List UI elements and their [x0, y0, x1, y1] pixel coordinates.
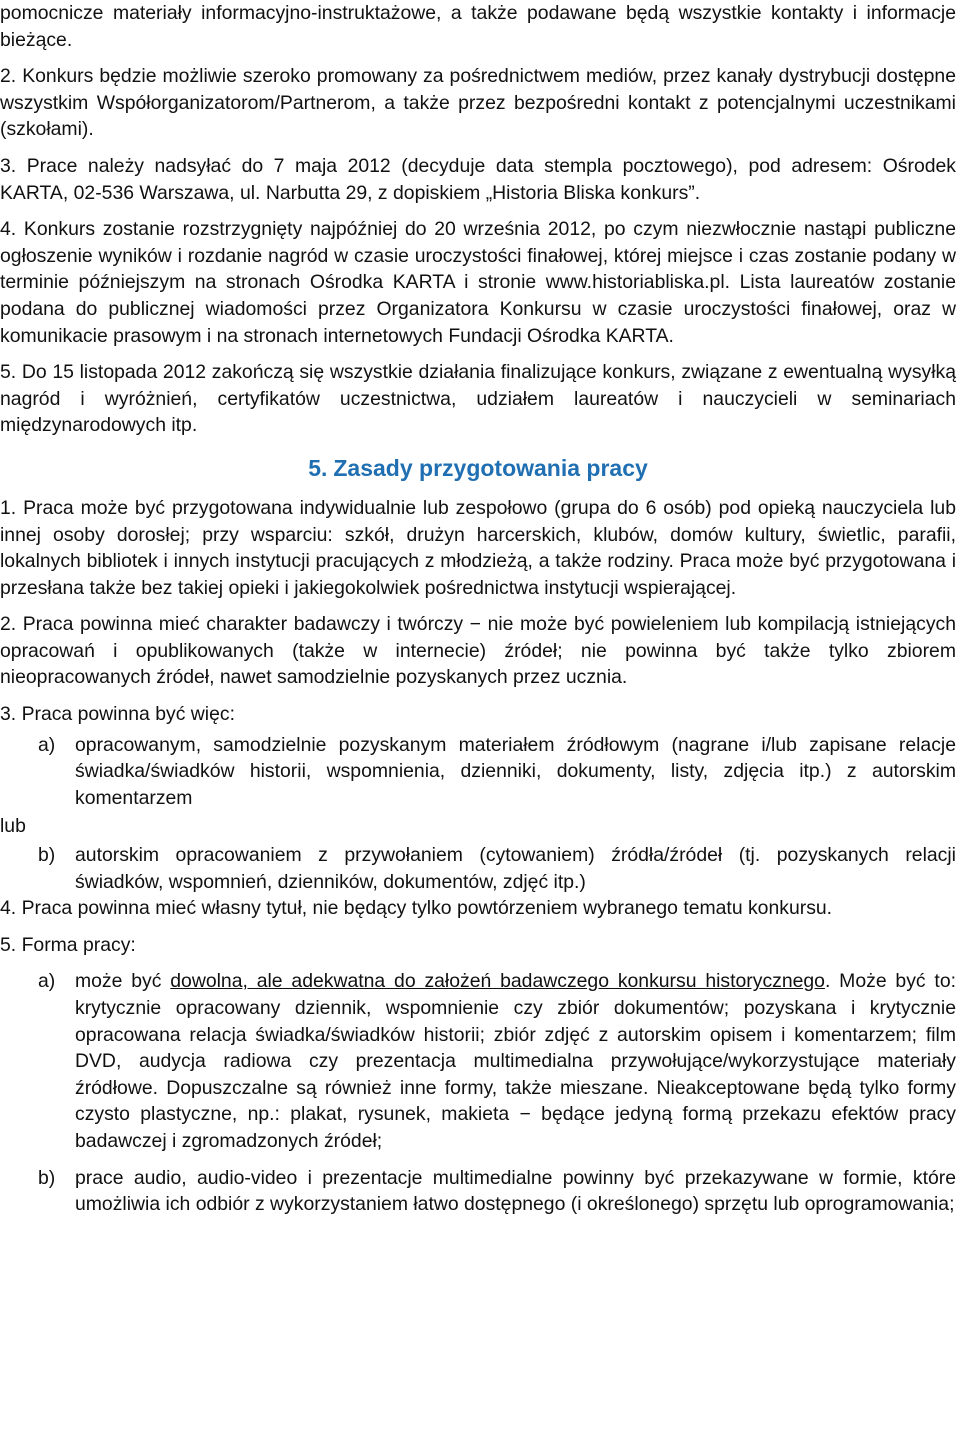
rule-5-item-a-rest: . Może być to: krytycznie opracowany dziennik, wspomnienie czy zbiór dokumentów; pozyskana i krytycznie opracowana relacja świadka/świadków historii; zbiór zdjęć z autorskim opisem i komentarzem; film DVD, audycja radiowa czy prezentacja multimedialna przywołujące/wykorzystujące materiały źródłowe. Dopuszczalne są również inne formy, także mieszane. Nieakceptowane będą tylko formy czysto plastyczne, np.: plakat, rysunek, makieta − będące jedyną formą przekazu efektów pracy badawczej i zgromadzonych źródeł; [75, 970, 956, 1152]
rule-2-text: Praca powinna mieć charakter badawczy i twórczy − nie może być powieleniem lub kompilacją istniejących opracowań i opublikowanych (także w internecie) źródeł; nie powinna być także tylko zbiorem nieopracowanych źródeł, nawet samodzielnie pozyskanych przez ucznia. [0, 613, 956, 689]
point-3-text: Prace należy nadsyłać do 7 maja 2012 (decyduje data stempla pocztowego), pod adresem: Ośrodek KARTA, 02-536 Warszawa, ul. Narbutta 29, z dopiskiem „Historia Bliska konkurs”. [0, 154, 957, 204]
rule-5 [0, 932, 956, 959]
rule-3-number: 3. [0, 703, 17, 726]
rule-2 [0, 611, 956, 691]
rule-5-item-a-marker: a) [38, 970, 56, 993]
point-4 [0, 216, 956, 349]
rule-3 [0, 701, 956, 728]
point-5 [0, 359, 956, 439]
rule-5-item-a-lead: może być [75, 970, 162, 993]
section-title: Zasady przygotowania pracy [333, 454, 648, 481]
rule-5-text: Forma pracy: [21, 933, 136, 956]
rule-5-item-a-underlined: dowolna, ale adekwatna do założeń badawczego konkursu historycznego [170, 970, 825, 993]
section-heading [0, 453, 956, 483]
point-2-number: 2. [0, 65, 17, 88]
rule-3-item-b-text: autorskim opracowaniem z przywołaniem (cytowaniem) źródła/źródeł (tj. pozyskanych relacji świadków, wspomnień, dzienników, dokumentów, zdjęć itp.) [75, 844, 956, 893]
rule-1 [0, 495, 956, 601]
rule-3-text: Praca powinna być więc: [21, 703, 235, 726]
point-3 [0, 153, 956, 206]
rule-4-number: 4. [0, 897, 17, 920]
point-2 [0, 63, 956, 143]
point-5-text: Do 15 listopada 2012 zakończą się wszystkie działania finalizujące konkurs, związane z ewentualną wysyłką nagród i wyróżnień, certyfikatów uczestnictwa, udziałem laureatów i nauczycieli w seminariach międzynarodowych itp. [0, 361, 956, 437]
rule-5-item-b [0, 1165, 956, 1218]
point-5-number: 5. [0, 361, 17, 384]
section-number: 5. [308, 454, 328, 481]
rule-2-number: 2. [0, 613, 17, 636]
rule-3-item-b [0, 842, 956, 895]
rule-3-item-b-marker: b) [38, 844, 56, 867]
point-4-number: 4. [0, 218, 17, 241]
rule-5-item-b-marker: b) [38, 1166, 56, 1189]
rule-1-number: 1. [0, 496, 17, 519]
point-2-text: Konkurs będzie możliwie szeroko promowany za pośrednictwem mediów, przez kanały dystrybucji dostępne wszystkim Współorganizatorom/Partnerom, a także przez bezpośredni kontakt z potencjalnymi uczestnikami (szkołami). [0, 65, 957, 141]
rule-4-text: Praca powinna mieć własny tytuł, nie będący tylko powtórzeniem wybranego tematu konkursu. [21, 897, 833, 920]
rule-3-item-a-text: opracowanym, samodzielnie pozyskanym materiałem źródłowym (nagrane i/lub zapisane relacje świadka/świadków historii, wspomnienia, dzienniki, dokumenty, listy, zdjęcia itp.) z autorskim komentarzem [75, 733, 956, 809]
rule-3-or: lub [0, 815, 26, 838]
intro-paragraph: pomocnicze materiały informacyjno-instruktażowe, a także podawane będą wszystkie kontakty i informacje bieżące. [0, 2, 956, 51]
rule-4 [0, 895, 956, 922]
rule-5-number: 5. [0, 933, 17, 956]
rule-5-item-b-text: prace audio, audio-video i prezentacje multimedialne powinny być przekazywane w formie, które umożliwia ich odbiór z wykorzystaniem łatwo dostępnego (i określonego) sprzętu lub oprogramowania; [75, 1166, 956, 1216]
point-3-number: 3. [0, 154, 17, 177]
rule-3-item-a [0, 732, 956, 812]
rule-1-text: Praca może być przygotowana indywidualnie lub zespołowo (grupa do 6 osób) pod opieką nauczyciela lub innej osoby dorosłej; przy wsparciu: szkół, drużyn harcerskich, klubów, domów kultury, świetlic, parafii, lokalnych bibliotek i innych instytucji pracujących z młodzieżą, a także rodziny. Praca może być przygotowana i przesłana także bez takiej opieki i jakiegokolwiek pośrednictwa instytucji wspierającej. [0, 496, 956, 599]
rule-5-item-a [0, 968, 956, 1154]
rule-3-item-a-marker: a) [38, 733, 56, 756]
point-4-text: Konkurs zostanie rozstrzygnięty najpóźniej do 20 września 2012, po czym niezwłocznie nastąpi publiczne ogłoszenie wyników i rozdanie nagród w czasie uroczystości finałowej, której miejsce i czas zostanie podany w terminie późniejszym na stronach Ośrodka KARTA i stronie www.historiabliska.pl. Lista laureatów zostanie podana do publicznej wiadomości przez Organizatora Konkursu w czasie uroczystości finałowej, oraz w komunikacie prasowym i na stronach internetowych Fundacji Ośrodka KARTA. [0, 218, 957, 347]
